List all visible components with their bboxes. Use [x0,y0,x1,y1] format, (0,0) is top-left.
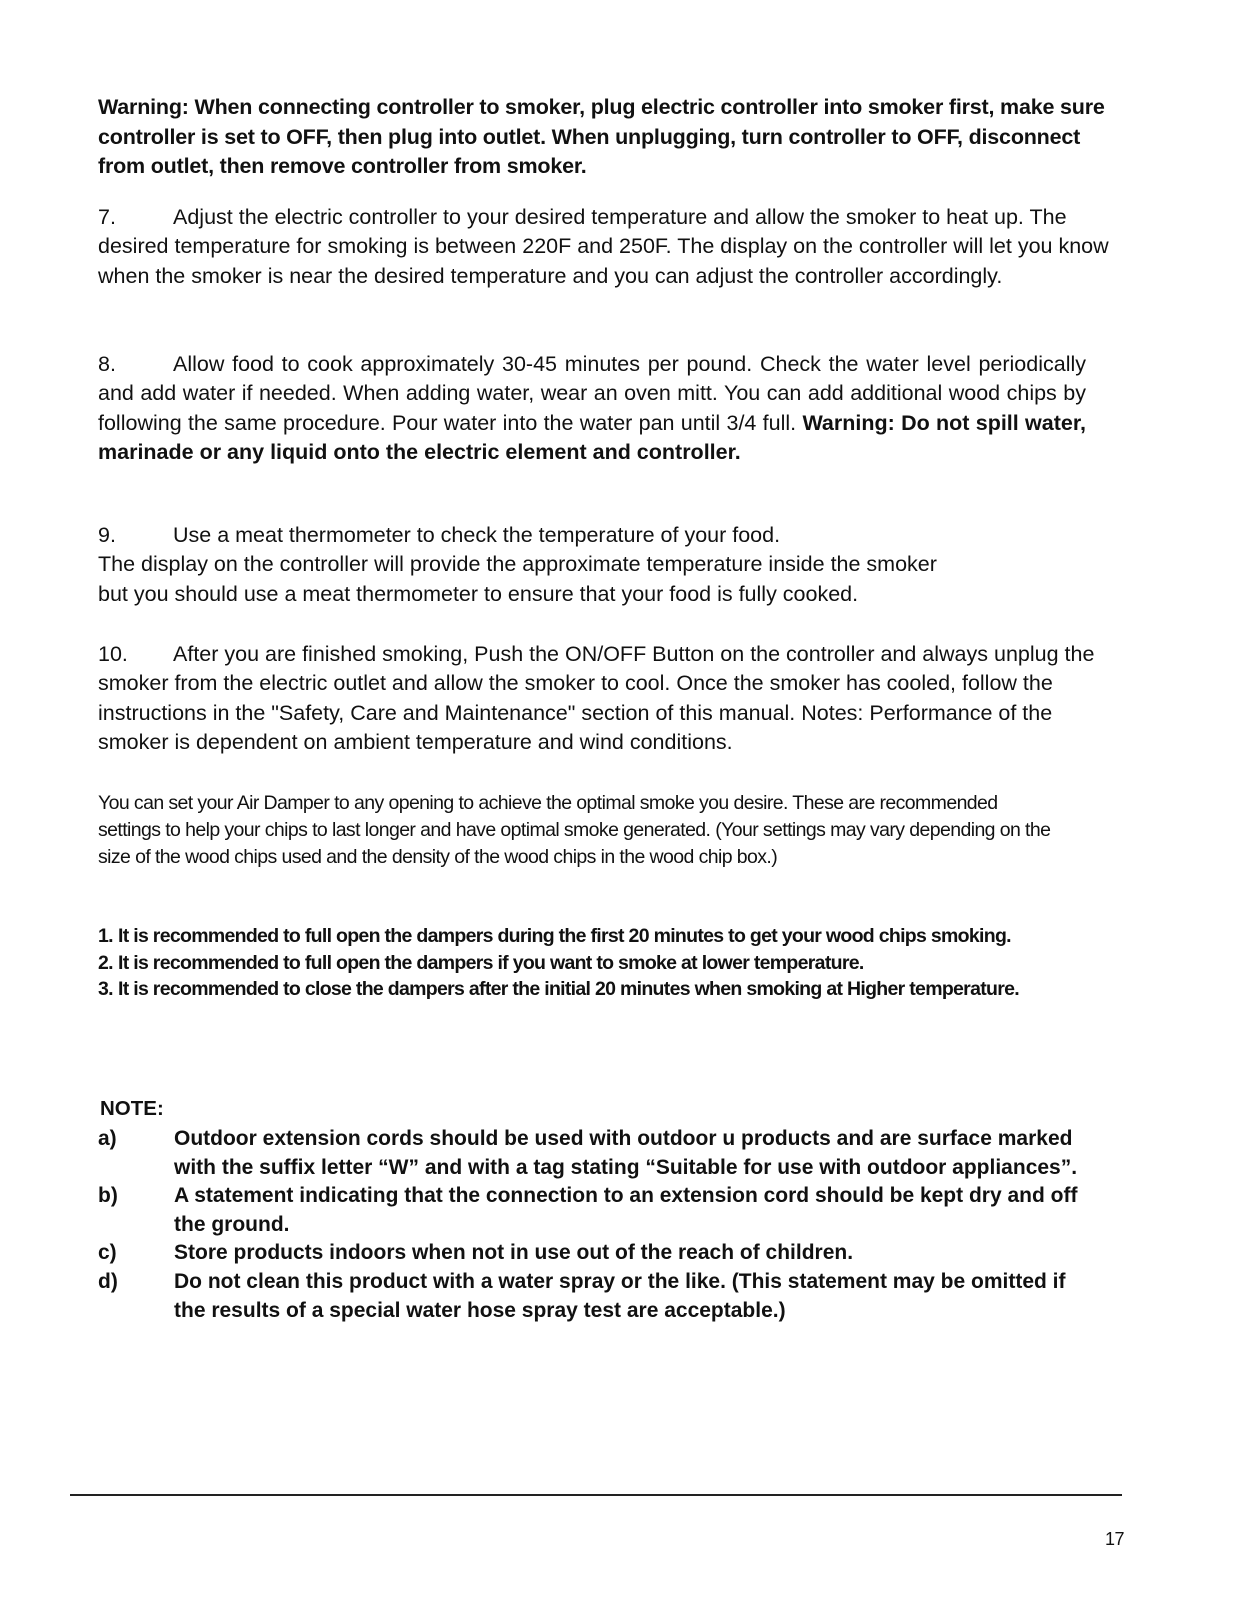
note-letter: c) [98,1241,117,1265]
note-item [98,1182,1098,1239]
note-item [98,1239,1098,1268]
note-text: A statement indicating that the connection to an extension cord should be kept dry and off the ground. [174,1184,1078,1236]
footer-divider [70,1494,1122,1496]
damper-recommendations [98,923,1058,1003]
note-heading: NOTE: [100,1097,164,1120]
item-number: 1. [98,925,113,947]
step-8 [98,350,1086,467]
item-number: 2. [98,951,113,974]
list-item [98,923,1058,950]
note-letter: d) [98,1269,118,1293]
spill-warning: Warning: Do not spill water, marinade or any liquid onto the electric element and controller. [98,410,1086,464]
note-item [98,1268,1098,1325]
note-letter: b) [98,1184,118,1208]
step-9 [98,521,1128,609]
item-text: It is recommended to full open the dampers during the first 20 minutes to get your wood chips smoking. [118,925,1011,947]
item-text: It is recommended to full open the dampers if you want to smoke at lower temperature. [118,951,864,974]
note-text: Do not clean this product with a water spray or the like. (This statement may be omitted if the results of a special water hose spray test are acceptable.) [174,1269,1066,1322]
step-7 [98,203,1128,291]
air-damper-intro: You can set your Air Damper to any opening to achieve the optimal smoke you desire. These are recommended settings to help your chips to last longer and have optimal smoke generated. (Your settings may vary depending on the size of the wood chips used and the density of the wood chips in the wood chip box.) [98,792,1051,868]
note-text: Outdoor extension cords should be used with outdoor u products and are surface marked with the suffix letter “W” and with a tag stating “Suitable for use with outdoor appliances”. [174,1127,1078,1179]
step-text: After you are finished smoking, Push the ON/OFF Button on the controller and always unplug the smoker from the electric outlet and allow the smoker to cool. Once the smoker has cooled, follow the instructions in the "Safety, Care and Maintenance" section of this manual. Notes: Performance of the smoker is dependent on ambient temperature and wind conditions. [98,642,1095,754]
step-10 [98,640,1123,757]
step-text: Use a meat thermometer to check the temperature of your food. [173,523,781,547]
step-number: 10. [98,642,128,666]
step-number: 7. [98,205,116,229]
list-item [98,976,1058,1003]
step-text-line: but you should use a meat thermometer to ensure that your food is fully cooked. [98,581,859,606]
note-list [98,1125,1098,1325]
note-text: Store products indoors when not in use out of the reach of children. [174,1241,854,1265]
list-item [98,950,1058,977]
item-number: 3. [98,978,113,1000]
step-text: Allow food to cook approximately 30-45 minutes per pound. Check the water level periodically and add water if needed. When adding water, wear an oven mitt. You can add additional wood chips by following the same procedure. Pour water into the water pan until 3/4 full. [98,352,1086,435]
step-number: 9. [98,523,116,547]
step-number: 8. [98,352,116,376]
note-letter: a) [98,1127,117,1150]
step-text-line: The display on the controller will provide the approximate temperature inside the smoker [98,552,937,577]
note-item [98,1125,1098,1182]
page-number: 17 [1104,1529,1124,1549]
item-text: It is recommended to close the dampers after the initial 20 minutes when smoking at Higher temperature. [118,978,1019,1000]
connection-warning: Warning: When connecting controller to smoker, plug electric controller into smoker first, make sure controller is set to OFF, then plug into outlet. When unplugging, turn controller to OFF, disconnect from outlet, then remove controller from smoker. [98,95,1105,178]
step-text: Adjust the electric controller to your desired temperature and allow the smoker to heat up. The desired temperature for smoking is between 220F and 250F. The display on the controller will let you know when the smoker is near the desired temperature and you can adjust the controller accordingly. [98,205,1109,288]
